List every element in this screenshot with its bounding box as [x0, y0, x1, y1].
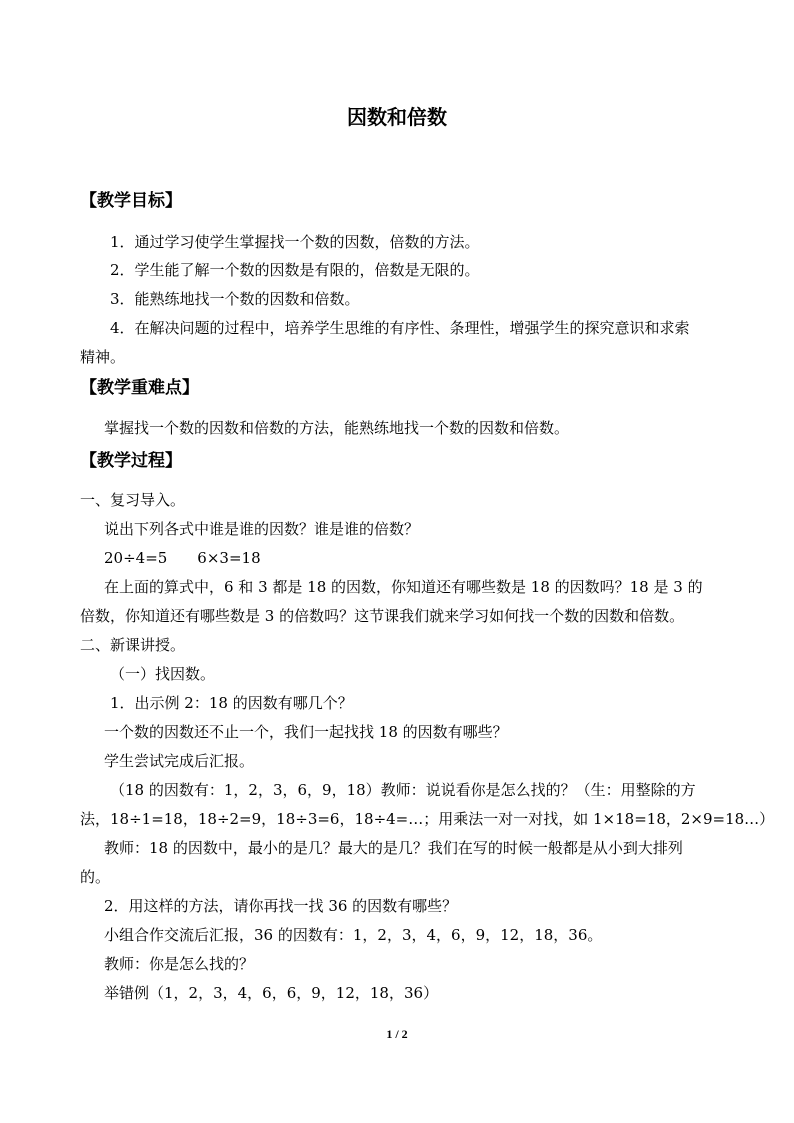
process-line: （18 的因数有：1，2，3，6，9，18）教师：说说看你是怎么找的？（生：用整除的方 [110, 781, 696, 799]
process-line: 在上面的算式中，6 和 3 都是 18 的因数，你知道还有哪些数是 18 的因数吗？18 是 3 的 [104, 578, 703, 596]
goal-item: 4．在解决问题的过程中，培养学生思维的有序性、条理性，增强学生的探究意识和求索 [110, 319, 690, 337]
process-line: 说出下列各式中谁是谁的因数？谁是谁的倍数？ [104, 520, 420, 538]
process-line: 法，18÷1=18，18÷2=9，18÷3=6，18÷4=…；用乘法一对一对找，如 1×18=18，2×9=18…） [80, 810, 775, 828]
process-line: 学生尝试完成后汇报。 [104, 752, 255, 770]
process-line: 的。 [80, 868, 111, 886]
section-heading-goals: 【教学目标】 [80, 191, 182, 211]
process-line: 小组合作交流后汇报，36 的因数有：1，2，3，4，6，9，12，18，36。 [104, 926, 603, 944]
process-line: 举错例（1，2，3，4，6，6，9，12，18，36） [104, 984, 439, 1002]
process-line: 1．出示例 2：18 的因数有哪几个？ [110, 694, 353, 712]
section-heading-process: 【教学过程】 [80, 451, 182, 471]
document-title: 因数和倍数 [347, 105, 447, 129]
process-line: 20÷4=5 6×3=18 [104, 549, 261, 567]
process-line: 教师：你是怎么找的？ [104, 955, 255, 973]
goal-item: 2．学生能了解一个数的因数是有限的，倍数是无限的。 [110, 261, 480, 279]
page-number: 1 / 2 [386, 1027, 408, 1041]
process-line: 教师：18 的因数中，最小的是几？最大的是几？我们在写的时候一般都是从小到大排列 [104, 839, 683, 857]
key-points-text: 掌握找一个数的因数和倍数的方法，能熟练地找一个数的因数和倍数。 [104, 419, 570, 437]
process-line: （一）找因数。 [110, 665, 216, 683]
process-line: 倍数，你知道还有哪些数是 3 的倍数吗？这节课我们就来学习如何找一个数的因数和倍数。 [80, 607, 685, 625]
goal-item: 精神。 [80, 348, 126, 366]
section-heading-key-points: 【教学重难点】 [80, 378, 199, 398]
process-line: 一、复习导入。 [80, 491, 186, 509]
process-line: 一个数的因数还不止一个，我们一起找找 18 的因数有哪些？ [104, 723, 508, 741]
goal-item: 1．通过学习使学生掌握找一个数的因数，倍数的方法。 [110, 233, 480, 251]
process-line: 二、新课讲授。 [80, 636, 186, 654]
goal-item: 3．能熟练地找一个数的因数和倍数。 [110, 290, 360, 308]
process-line: 2．用这样的方法，请你再找一找 36 的因数有哪些？ [104, 897, 458, 915]
